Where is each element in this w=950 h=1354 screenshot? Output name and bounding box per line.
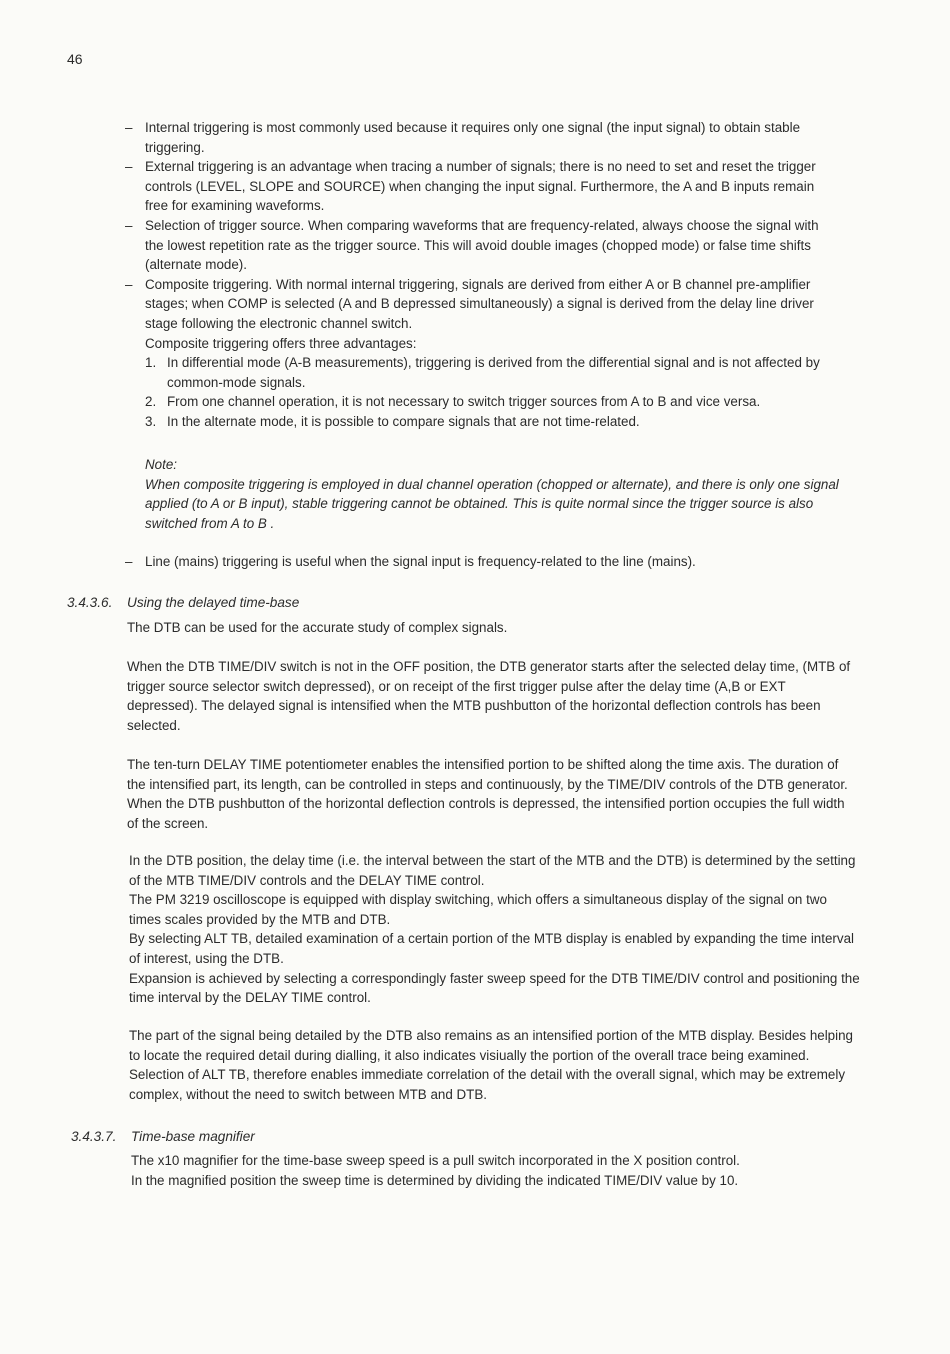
section-number: 3.4.3.7. [71, 1129, 117, 1144]
section-437-body [131, 1151, 861, 1190]
dash-marker: – [125, 217, 133, 233]
section-number: 3.4.3.6. [67, 595, 113, 610]
section-title: Time-base magnifier [131, 1129, 255, 1144]
section-436-heading [67, 593, 299, 613]
paragraph: The DTB can be used for the accurate study of complex signals. [127, 620, 508, 635]
section-436-p1 [127, 618, 857, 638]
advantage-text: From one channel operation, it is not necessary to switch trigger sources from A to B and vice versa. [167, 394, 761, 410]
bullet-internal [125, 118, 840, 157]
composite-intro: Composite triggering offers three advantages: [145, 335, 417, 351]
bullet-text: Line (mains) triggering is useful when the signal input is frequency-related to the line (mains). [145, 554, 696, 569]
advantage-number: 3. [145, 413, 157, 429]
note-label: Note: [145, 457, 178, 472]
section-title: Using the delayed time-base [127, 595, 300, 610]
advantage-item [145, 392, 840, 412]
paragraph: In the DTB position, the delay time (i.e. the interval between the start of the MTB and the DTB) is determined by the setting of the MTB TIME/DIV controls and the DELAY TIME control. [129, 853, 856, 888]
paragraph: The part of the signal being detailed by the DTB also remains as an intensified portion of the MTB display. Besides helping to locate the required detail during dialling, it also indicates visiually the portion of the overall trace being examined. Selection of ALT TB, therefore enables immediate correlation of the detail with the overall signal, which may be extremely complex, without the need to switch between MTB and DTB. [129, 1028, 854, 1102]
bullet-text: Composite triggering. With normal internal triggering, signals are derived from either A or B channel pre-amplifier stages; when COMP is selected (A and B depressed simultaneously) a signal is derived from the delay line driver stage following the electronic channel switch. [145, 276, 814, 331]
dash-marker: – [125, 159, 133, 175]
section-436-p4-7 [129, 851, 861, 1008]
dash-marker: – [125, 554, 133, 569]
section-436-p3 [127, 755, 857, 833]
note-text: When composite triggering is employed in dual channel operation (chopped or alternate), and there is only one signal applied (to A or B input), stable triggering cannot be obtained. This is quite normal since the trigger source is also switched from A to B . [145, 476, 839, 531]
paragraph: In the magnified position the sweep time is determined by dividing the indicated TIME/DIV value by 10. [131, 1172, 739, 1188]
section-437-heading [71, 1127, 255, 1147]
advantage-number: 1. [145, 355, 157, 371]
dash-marker: – [125, 120, 133, 135]
advantage-item [145, 353, 840, 392]
advantage-item [145, 412, 840, 432]
paragraph: The PM 3219 oscilloscope is equipped with display switching, which offers a simultaneous display of the signal on two times scales provided by the MTB and DTB. [129, 892, 827, 927]
section-436-p8 [129, 1026, 859, 1104]
section-436-p2 [127, 657, 857, 735]
bullet-selection [125, 216, 840, 275]
note-block [145, 455, 845, 533]
bullet-text: Selection of trigger source. When comparing waveforms that are frequency-related, always choose the signal with the lowest repetition rate as the trigger source. This will avoid double images (chopped mode) or false time shifts (alternate mode). [145, 217, 819, 273]
advantage-text: In differential mode (A-B measurements), triggering is derived from the differential signal and is not affected by common-mode signals. [167, 355, 820, 390]
bullet-external [125, 157, 840, 216]
bullet-text: External triggering is an advantage when tracing a number of signals; there is no need to set and reset the trigger controls (LEVEL, SLOPE and SOURCE) when changing the input signal. Furthermore, the A and B inputs remain free for examining waveforms. [145, 159, 816, 214]
line-bullet-block [125, 552, 840, 572]
bullet-line [125, 552, 840, 572]
page-number: 46 [67, 51, 83, 67]
bullet-composite [125, 275, 840, 432]
paragraph: Expansion is achieved by selecting a correspondingly faster sweep speed for the DTB TIME/DIV control and positioning the time interval by the DELAY TIME control. [129, 970, 860, 1006]
paragraph: The x10 magnifier for the time-base sweep speed is a pull switch incorporated in the X position control. [131, 1153, 740, 1168]
paragraph: By selecting ALT TB, detailed examination of a certain portion of the MTB display is enabled by expanding the time interval of interest, using the DTB. [129, 931, 854, 966]
paragraph: The ten-turn DELAY TIME potentiometer enables the intensified portion to be shifted along the time axis. The duration of the intensified part, its length, can be controlled in steps and continuously, by the TIME/DIV controls of the DTB generator. When the DTB pushbutton of the horizontal deflection controls is depressed, the intensified portion occupies the full width of the screen. [127, 757, 848, 831]
paragraph: When the DTB TIME/DIV switch is not in the OFF position, the DTB generator starts after the selected delay time, (MTB of trigger source selector switch depressed), or on receipt of the first trigger pulse after the delay time (A,B or EXT depressed). The delayed signal is intensified when the MTB pushbutton of the horizontal deflection controls has been selected. [127, 659, 851, 733]
advantage-number: 2. [145, 394, 157, 410]
advantage-text: In the alternate mode, it is possible to compare signals that are not time-related. [167, 413, 640, 429]
dash-marker: – [125, 276, 133, 292]
trigger-bullets [125, 118, 840, 432]
bullet-text: Internal triggering is most commonly used because it requires only one signal (the input signal) to obtain stable triggering. [145, 120, 801, 155]
